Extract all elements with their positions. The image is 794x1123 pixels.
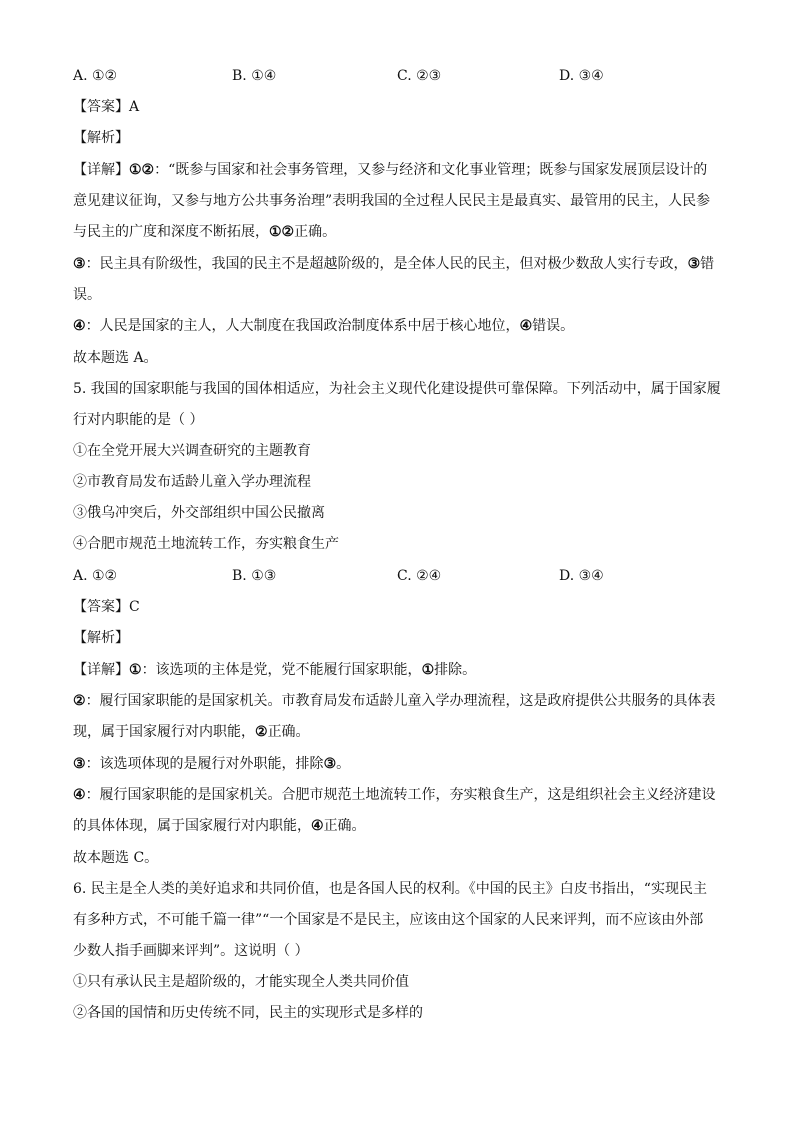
q5-item-3: ③俄乌冲突后，外交部组织中国公民撤离 <box>73 505 325 521</box>
q5-answer-line <box>73 597 723 617</box>
point-text: 。 <box>336 756 351 772</box>
point-text: ：履行国家职能的是国家机关。市教育局发布适龄儿童入学办理流程，这是政府提供公共服务的具体表 <box>85 693 716 709</box>
point-ref: ③ <box>73 756 86 772</box>
detail-text: 与民主的广度和深度不断拓展， <box>73 224 269 240</box>
analysis-label: 【解析】 <box>73 130 129 146</box>
q6-stem-line-2: 有多种方式，不可能千篇一律”“一个国家是不是民主，应该由这个国家的人民来评判，而不应该由外部 <box>73 912 704 928</box>
answer-line <box>73 97 723 117</box>
q5-analysis-label: 【解析】 <box>73 630 129 646</box>
q5-detail-2-line-1 <box>73 691 723 711</box>
point-text: 排除。 <box>434 662 477 678</box>
q5-item-2: ②市教育局发布适龄儿童入学办理流程 <box>73 474 311 490</box>
option-b: B. ①③ <box>232 568 277 584</box>
detail-refs: ①② <box>269 224 295 240</box>
point-4-line <box>73 316 723 336</box>
q6-item-1: ①只有承认民主是超阶级的，才能实现全人类共同价值 <box>73 974 409 990</box>
point-ref: ② <box>73 693 86 709</box>
option-d: D. ③④ <box>559 68 604 84</box>
point-text: 现，属于国家履行对内职能， <box>73 724 255 740</box>
point-ref: ③ <box>323 756 337 772</box>
detail-line-2: 意见建议征询，又参与地方公共事务治理”表明我国的全过程人民民主是最真实、最管用的民主，人民参 <box>73 193 711 209</box>
q5-detail-3 <box>73 754 723 774</box>
option-c: C. ②④ <box>397 568 442 584</box>
point-3-line-2: 误。 <box>73 287 101 303</box>
answer-label: 【答案】 <box>73 599 129 615</box>
point-text: ：该选项的主体是党，党不能履行国家职能， <box>141 662 422 678</box>
detail-line-1 <box>73 160 723 180</box>
detail-label: 【详解】 <box>73 162 129 178</box>
detail-refs: ①② <box>129 162 155 178</box>
point-ref: ④ <box>73 787 86 803</box>
point-ref: ① <box>421 662 435 678</box>
point-ref: ④ <box>73 318 86 334</box>
point-text: 正确。 <box>267 724 310 740</box>
point-text: ：该选项体现的是履行对外职能，排除 <box>85 756 324 772</box>
point-3-line-1 <box>73 254 723 274</box>
conclusion: 故本题选 A。 <box>73 350 158 366</box>
point-ref: ① <box>129 662 142 678</box>
q5-detail-4-line-2 <box>73 816 723 836</box>
point-ref: ④ <box>519 318 533 334</box>
q6-item-2: ②各国的国情和历史传统不同，民主的实现形式是多样的 <box>73 1005 423 1021</box>
point-text: 错误。 <box>532 318 575 334</box>
option-a: A. ①② <box>73 68 118 84</box>
option-c: C. ②③ <box>397 68 442 84</box>
point-ref: ③ <box>687 256 701 272</box>
q5-item-4: ④合肥市规范土地流转工作，夯实粮食生产 <box>73 536 339 552</box>
answer-value: A <box>129 99 140 115</box>
q5-detail-2-line-2 <box>73 722 723 742</box>
point-text: ：人民是国家的主人，人大制度在我国政治制度体系中居于核心地位， <box>85 318 520 334</box>
q5-detail-1 <box>73 660 723 680</box>
answer-label: 【答案】 <box>73 99 129 115</box>
option-d: D. ③④ <box>559 568 604 584</box>
answer-value: C <box>129 599 140 615</box>
point-ref: ② <box>255 724 268 740</box>
q5-item-1: ①在全党开展大兴调查研究的主题教育 <box>73 443 311 459</box>
point-text: 正确。 <box>323 818 366 834</box>
point-ref: ④ <box>311 818 324 834</box>
detail-text: ：“既参与国家和社会事务管理，又参与经济和文化事业管理；既参与国家发展顶层设计的 <box>154 162 708 178</box>
q6-stem-line-1: 6. 民主是全人类的美好追求和共同价值，也是各国人民的权利。《中国的民主》白皮书指出，“实现民主 <box>73 881 707 897</box>
detail-label: 【详解】 <box>73 662 129 678</box>
option-a: A. ①② <box>73 568 118 584</box>
q6-stem-line-3: 少数人指手画脚来评判”。这说明（ ） <box>73 943 309 959</box>
point-text: 错 <box>700 256 715 272</box>
q5-conclusion: 故本题选 C。 <box>73 850 159 866</box>
detail-line-3 <box>73 222 723 242</box>
q5-stem-line-2: 行对内职能的是（ ） <box>73 412 204 428</box>
point-ref: ③ <box>73 256 86 272</box>
point-text: ：履行国家职能的是国家机关。合肥市规范土地流转工作，夯实粮食生产，这是组织社会主义经济建设 <box>85 787 716 803</box>
point-text: ：民主具有阶级性，我国的民主不是超越阶级的，是全体人民的民主，但对极少数敌人实行专政， <box>85 256 688 272</box>
q5-detail-4-line-1 <box>73 785 723 805</box>
point-text: 的具体体现，属于国家履行对内职能， <box>73 818 311 834</box>
q5-stem-line-1: 5. 我国的国家职能与我国的国体相适应，为社会主义现代化建设提供可靠保障。下列活动中，属于国家履 <box>73 381 721 397</box>
option-b: B. ①④ <box>232 68 277 84</box>
detail-text: 正确。 <box>294 224 337 240</box>
